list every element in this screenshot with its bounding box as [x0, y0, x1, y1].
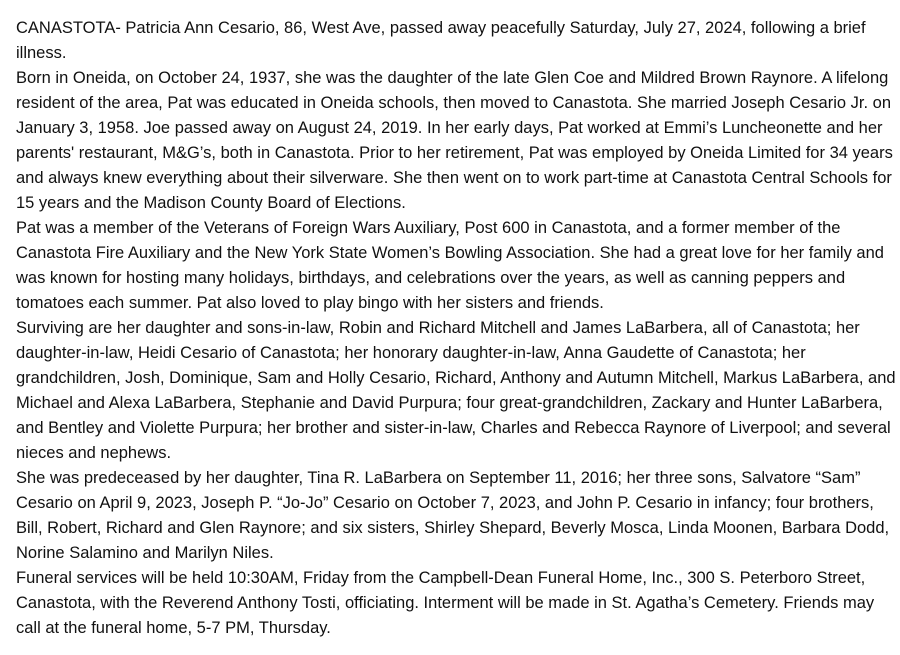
- obituary-memberships-paragraph: Pat was a member of the Veterans of Foreign Wars Auxiliary, Post 600 in Canastota, and a former member of the Canastota Fire Auxiliary and the New York State Women’s Bowling Association. She had a great love for her family and was known for hosting many holidays, birthdays, and celebrations over the years, as well as canning peppers and tomatoes each summer. Pat also loved to play bingo with her sisters and friends.: [16, 219, 884, 312]
- obituary-survivors-paragraph: Surviving are her daughter and sons-in-law, Robin and Richard Mitchell and James LaBarbera, all of Canastota; her daughter-in-law, Heidi Cesario of Canastota; her honorary daughter-in-law, Anna Gaudette of Canastota; her grandchildren, Josh, Dominique, Sam and Holly Cesario, Richard, Anthony and Autumn Mitchell, Markus LaBarbera, and Michael and Alexa LaBarbera, Stephanie and David Purpura; four great-grandchildren, Zackary and Hunter LaBarbera, and Bentley and Violette Purpura; her brother and sister-in-law, Charles and Rebecca Raynore of Liverpool; and several nieces and nephews.: [16, 319, 896, 462]
- obituary-opening-paragraph: CANASTOTA- Patricia Ann Cesario, 86, West Ave, passed away peacefully Saturday, July 27, 2024, following a brief illness.: [16, 19, 866, 62]
- obituary-predeceased-paragraph: She was predeceased by her daughter, Tina R. LaBarbera on September 11, 2016; her three sons, Salvatore “Sam” Cesario on April 9, 2023, Joseph P. “Jo-Jo” Cesario on October 7, 2023, and John P. Cesario in infancy; four brothers, Bill, Robert, Richard and Glen Raynore; and six sisters, Shirley Shepard, Beverly Mosca, Linda Moonen, Barbara Dodd, Norine Salamino and Marilyn Niles.: [16, 469, 890, 562]
- obituary-life-paragraph: Born in Oneida, on October 24, 1937, she was the daughter of the late Glen Coe and Mildred Brown Raynore. A lifelong resident of the area, Pat was educated in Oneida schools, then moved to Canastota. She married Joseph Cesario Jr. on January 3, 1958. Joe passed away on August 24, 2019. In her early days, Pat worked at Emmi’s Luncheonette and her parents' restaurant, M&G’s, both in Canastota. Prior to her retirement, Pat was employed by Oneida Limited for 34 years and always knew everything about their silverware. She then went on to work part-time at Canastota Central Schools for 15 years and the Madison County Board of Elections.: [16, 69, 893, 212]
- obituary-services-paragraph: Funeral services will be held 10:30AM, Friday from the Campbell-Dean Funeral Home, Inc., 300 S. Peterboro Street, Canastota, with the Reverend Anthony Tosti, officiating. Interment will be made in St. Agatha’s Cemetery. Friends may call at the funeral home, 5-7 PM, Thursday.: [16, 569, 875, 637]
